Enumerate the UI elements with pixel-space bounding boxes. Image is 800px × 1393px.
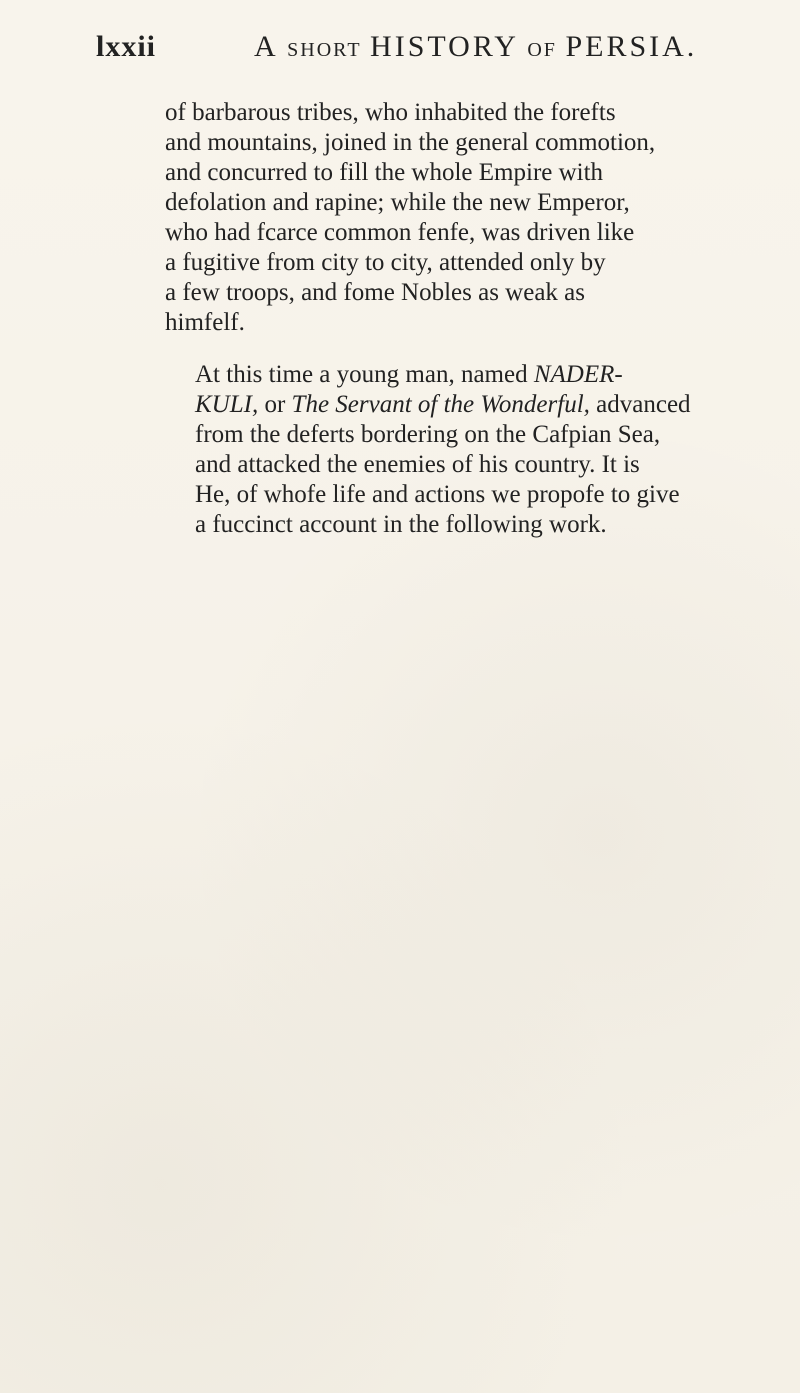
paragraph-2-or: or (258, 391, 292, 418)
title-a: A (254, 30, 279, 63)
page-number: lxxii (96, 30, 157, 63)
paragraph-2-line: a fuccinct account in the following work. (195, 511, 607, 538)
paragraph-2-line: and attacked the enemies of his country. It is (195, 451, 640, 478)
paragraph-2-line-2-end: advanced (589, 391, 691, 418)
paragraph-2-line-1 (165, 360, 765, 390)
title-history: HISTORY (370, 30, 519, 63)
servant-title: The Servant of the Wonderful, (291, 391, 590, 418)
nader-name-part-1: NADER- (533, 361, 623, 388)
paragraph-2-line-1-start: At this time a young man, named (195, 361, 534, 388)
paragraph-2 (165, 360, 765, 540)
paragraph-2-line: He, of whofe life and actions we propofe to give (195, 481, 680, 508)
paragraph-1-line: a fugitive from city to city, attended only by (165, 249, 606, 276)
title-persia: PERSIA. (565, 30, 698, 63)
paragraph-2-line-2 (165, 390, 765, 420)
title-of: OF (527, 39, 557, 61)
paragraph-1-line: and concurred to fill the whole Empire with (165, 159, 604, 186)
running-title (254, 30, 697, 64)
paragraph-1-line: who had fcarce common fenfe, was driven like (165, 219, 635, 246)
title-short: SHORT (287, 39, 362, 61)
page-header (96, 30, 740, 80)
nader-name-part-2: KULI, (195, 391, 259, 418)
paragraph-1-line: and mountains, joined in the general commotion, (165, 129, 656, 156)
paragraph-2-line: from the deferts bordering on the Cafpian Sea, (195, 421, 661, 448)
paragraph-1 (165, 98, 765, 338)
paragraph-1-line: of barbarous tribes, who inhabited the forefts (165, 99, 616, 126)
paragraph-1-line: defolation and rapine; while the new Emperor, (165, 189, 630, 216)
paragraph-1-line: himfelf. (165, 309, 245, 336)
paragraph-1-line: a few troops, and fome Nobles as weak as (165, 279, 586, 306)
